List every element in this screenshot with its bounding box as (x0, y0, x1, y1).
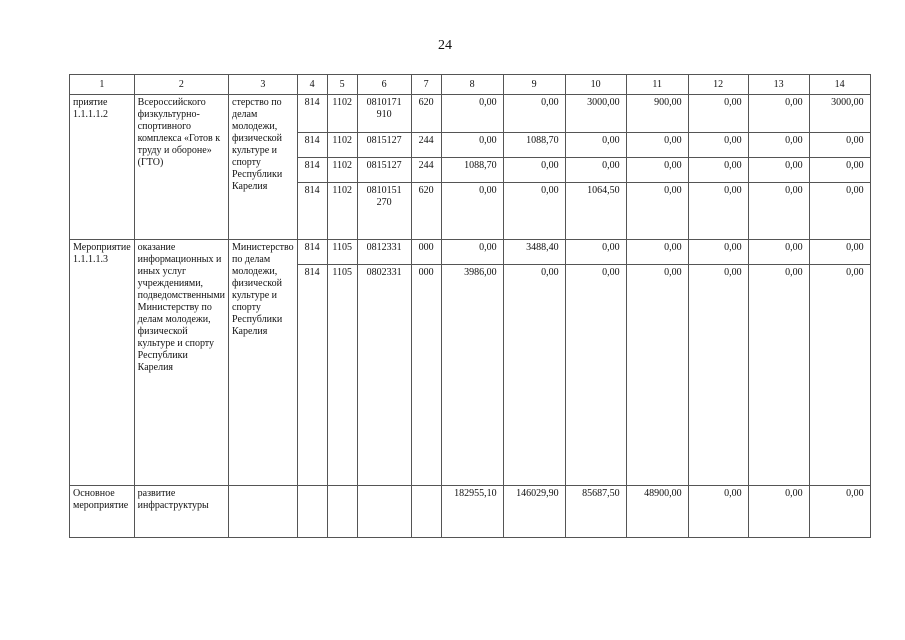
header-cell: 2 (134, 75, 228, 95)
value-cell: 0,00 (565, 158, 626, 183)
value-cell: 0,00 (503, 158, 565, 183)
value-cell: 146029,90 (503, 486, 565, 538)
value-cell: 0,00 (688, 486, 748, 538)
value-cell: 900,00 (626, 95, 688, 133)
value-cell: 0,00 (809, 240, 870, 265)
value-cell: 0,00 (809, 265, 870, 486)
executor-cell: Министерство по делам молодежи, физической культуре и спорту Республики Карелия (229, 240, 298, 486)
page-number: 24 (438, 38, 452, 53)
header-cell: 6 (357, 75, 411, 95)
value-cell: 3000,00 (565, 95, 626, 133)
expense-type-cell: 244 (411, 158, 441, 183)
section-cell: 1102 (327, 95, 357, 133)
executor-cell: стерство по делам молодежи, физической культуре и спорту Республики Карелия (229, 95, 298, 240)
grbs-cell: 814 (297, 95, 327, 133)
expense-type-cell: 000 (411, 265, 441, 486)
value-cell: 0,00 (626, 183, 688, 240)
value-cell: 0,00 (441, 133, 503, 158)
value-cell: 182955,10 (441, 486, 503, 538)
activity-name-cell: оказание информационных и иных услуг учреждениями, подведомственными Министерству по делам молодежи, физической культуре и спорту Республики Карелия (134, 240, 228, 486)
table-row (70, 240, 871, 265)
value-cell: 0,00 (688, 183, 748, 240)
grbs-cell: 814 (297, 183, 327, 240)
value-cell: 0,00 (809, 183, 870, 240)
header-cell: 3 (229, 75, 298, 95)
value-cell: 0,00 (809, 133, 870, 158)
value-cell: 0,00 (688, 158, 748, 183)
activity-name-cell: Всероссийского физкультурно-спортивного комплекса «Готов к труду и обороне» (ГТО) (134, 95, 228, 240)
header-cell: 7 (411, 75, 441, 95)
header-cell: 13 (748, 75, 809, 95)
value-cell: 3000,00 (809, 95, 870, 133)
header-cell: 10 (565, 75, 626, 95)
value-cell: 0,00 (565, 265, 626, 486)
value-cell: 85687,50 (565, 486, 626, 538)
header-cell: 5 (327, 75, 357, 95)
target-article-cell: 0815127 (357, 158, 411, 183)
value-cell: 0,00 (688, 240, 748, 265)
value-cell: 0,00 (626, 240, 688, 265)
value-cell: 0,00 (688, 95, 748, 133)
value-cell: 0,00 (503, 265, 565, 486)
expense-type-cell: 620 (411, 183, 441, 240)
value-cell: 0,00 (441, 183, 503, 240)
value-cell: 0,00 (748, 133, 809, 158)
section-cell: 1105 (327, 265, 357, 486)
target-article-cell: 0810151 270 (357, 183, 411, 240)
table-row (70, 486, 871, 538)
expense-type-cell: 000 (411, 240, 441, 265)
activity-code-cell: приятие 1.1.1.1.2 (70, 95, 135, 240)
target-article-cell: 0812331 (357, 240, 411, 265)
value-cell: 0,00 (748, 183, 809, 240)
target-article-cell: 0802331 (357, 265, 411, 486)
value-cell: 0,00 (565, 133, 626, 158)
value-cell: 0,00 (748, 265, 809, 486)
value-cell: 0,00 (503, 183, 565, 240)
header-cell: 9 (503, 75, 565, 95)
value-cell: 0,00 (626, 158, 688, 183)
expense-type-cell: 244 (411, 133, 441, 158)
header-cell: 8 (441, 75, 503, 95)
section-cell: 1102 (327, 158, 357, 183)
header-cell: 1 (70, 75, 135, 95)
executor-cell (229, 486, 298, 538)
activity-code-cell: Мероприятие 1.1.1.1.3 (70, 240, 135, 486)
target-article-cell: 0810171 910 (357, 95, 411, 133)
header-cell: 14 (809, 75, 870, 95)
section-cell: 1102 (327, 183, 357, 240)
value-cell: 3488,40 (503, 240, 565, 265)
header-cell: 4 (297, 75, 327, 95)
value-cell: 0,00 (809, 158, 870, 183)
target-article-cell: 0815127 (357, 133, 411, 158)
value-cell: 1088,70 (441, 158, 503, 183)
grbs-cell: 814 (297, 240, 327, 265)
grbs-cell: 814 (297, 158, 327, 183)
value-cell: 0,00 (626, 265, 688, 486)
value-cell: 0,00 (748, 240, 809, 265)
value-cell: 0,00 (441, 240, 503, 265)
section-cell (327, 486, 357, 538)
value-cell: 0,00 (626, 133, 688, 158)
grbs-cell: 814 (297, 265, 327, 486)
value-cell: 1064,50 (565, 183, 626, 240)
value-cell: 0,00 (748, 158, 809, 183)
activity-code-cell: Основное мероприятие (70, 486, 135, 538)
section-cell: 1102 (327, 133, 357, 158)
section-cell: 1105 (327, 240, 357, 265)
table-row (70, 95, 871, 133)
grbs-cell: 814 (297, 133, 327, 158)
value-cell: 0,00 (565, 240, 626, 265)
header-cell: 12 (688, 75, 748, 95)
value-cell: 1088,70 (503, 133, 565, 158)
value-cell: 48900,00 (626, 486, 688, 538)
value-cell: 3986,00 (441, 265, 503, 486)
grbs-cell (297, 486, 327, 538)
header-row (70, 75, 871, 95)
header-cell: 11 (626, 75, 688, 95)
expense-type-cell: 620 (411, 95, 441, 133)
budget-table (69, 74, 871, 538)
expense-type-cell (411, 486, 441, 538)
value-cell: 0,00 (809, 486, 870, 538)
value-cell: 0,00 (688, 265, 748, 486)
value-cell: 0,00 (503, 95, 565, 133)
value-cell: 0,00 (688, 133, 748, 158)
value-cell: 0,00 (748, 95, 809, 133)
activity-name-cell: развитие инфраструктуры (134, 486, 228, 538)
value-cell: 0,00 (441, 95, 503, 133)
value-cell: 0,00 (748, 486, 809, 538)
target-article-cell (357, 486, 411, 538)
